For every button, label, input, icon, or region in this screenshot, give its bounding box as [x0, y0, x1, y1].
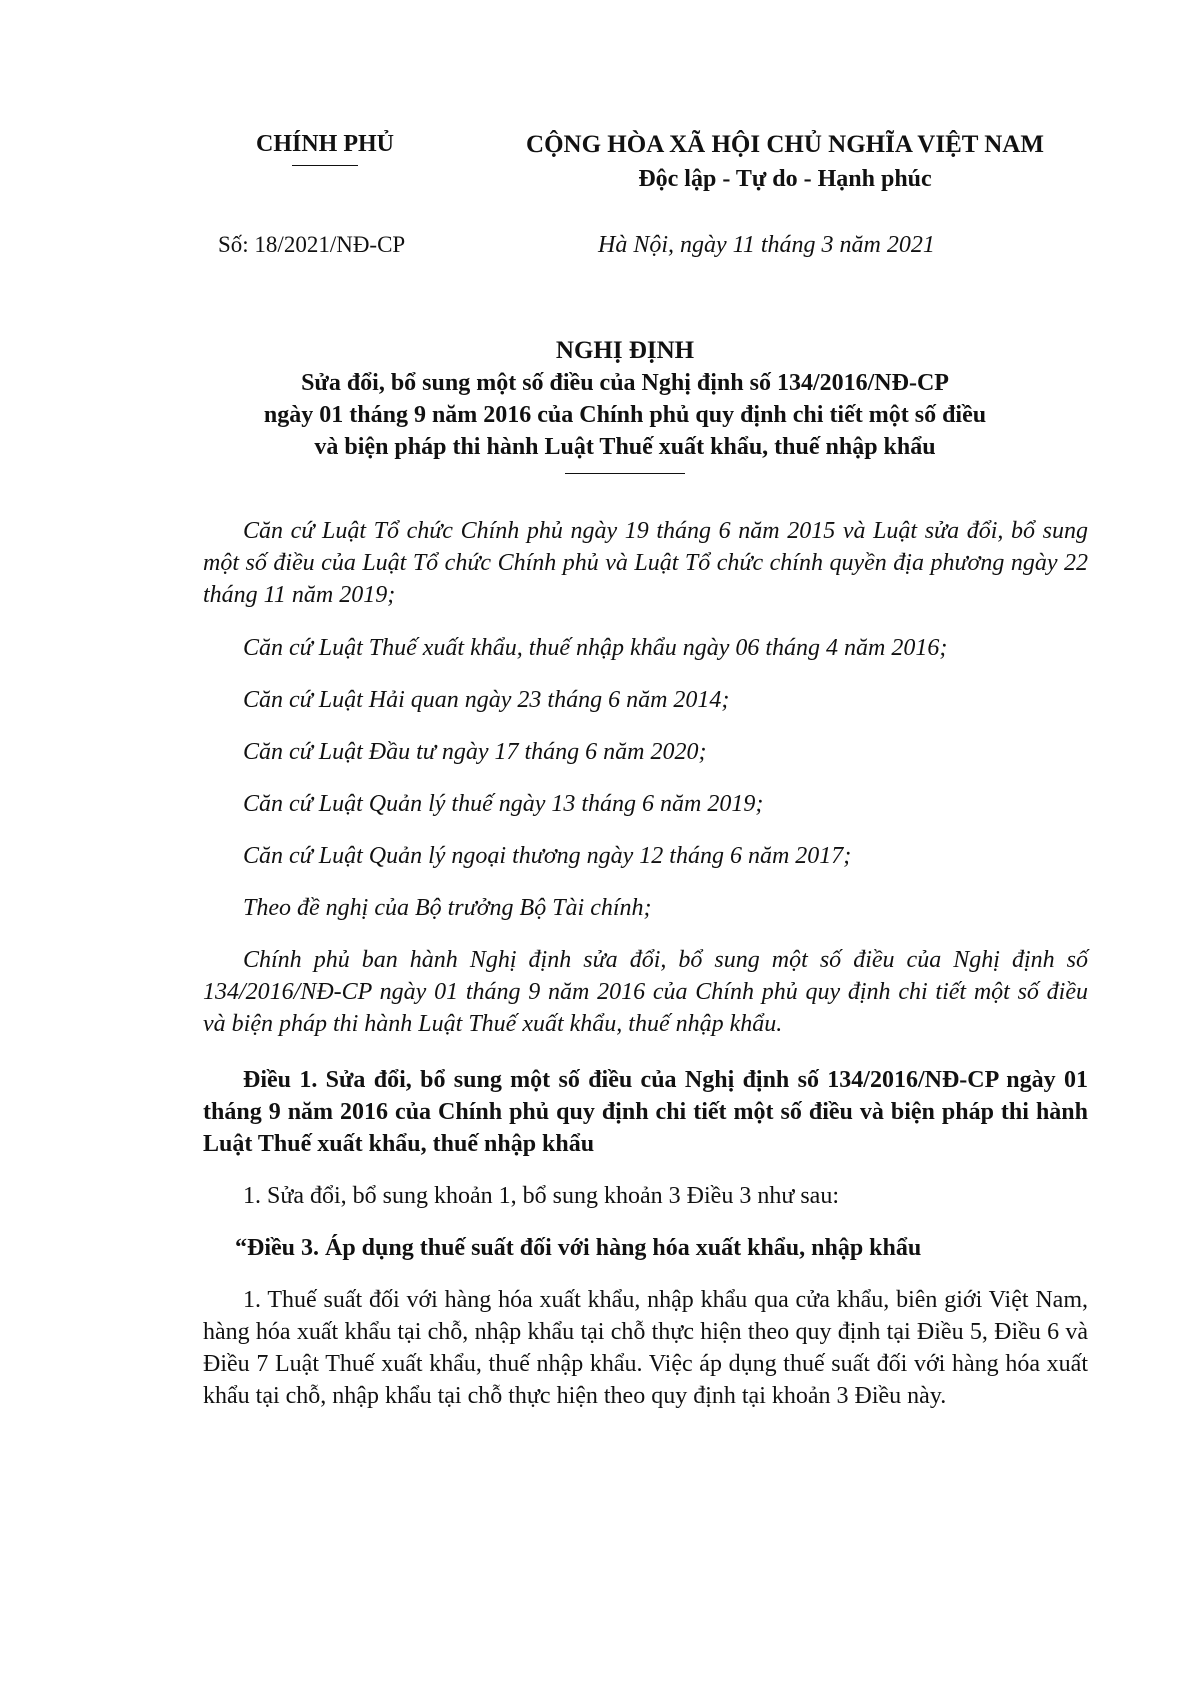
legal-basis-item: Căn cứ Luật Quản lý ngoại thương ngày 12 tháng 6 năm 2017;	[243, 843, 852, 869]
promulgation-statement: Chính phủ ban hành Nghị định sửa đổi, bổ sung một số điều của Nghị định số 134/2016/NĐ-CP ngày 01 tháng 9 năm 2016 của Chính phủ quy định chi tiết một số điều và biện pháp thi hành Luật Thuế xuất khẩu, thuế nhập khẩu.	[203, 947, 1088, 1037]
article-1-heading: Điều 1. Sửa đổi, bổ sung một số điều của Nghị định số 134/2016/NĐ-CP ngày 01 tháng 9 năm 2016 của Chính phủ quy định chi tiết một số điều và biện pháp thi hành Luật Thuế xuất khẩu, thuế nhập khẩu	[203, 1067, 1088, 1157]
document-subject-line-2: ngày 01 tháng 9 năm 2016 của Chính phủ quy định chi tiết một số điều	[263, 402, 987, 428]
place-and-date: Hà Nội, ngày 11 tháng 3 năm 2021	[598, 232, 935, 258]
document-title-block	[170, 335, 1080, 474]
document-subject-line-1: Sửa đổi, bổ sung một số điều của Nghị định số 134/2016/NĐ-CP	[301, 370, 949, 396]
legal-basis-item: Căn cứ Luật Thuế xuất khẩu, thuế nhập khẩu ngày 06 tháng 4 năm 2016;	[243, 635, 948, 661]
legal-basis-item: Căn cứ Luật Tổ chức Chính phủ ngày 19 tháng 6 năm 2015 và Luật sửa đổi, bổ sung một số điều của Luật Tổ chức Chính phủ và Luật Tổ chức chính quyền địa phương ngày 22 tháng 11 năm 2019;	[203, 518, 1088, 608]
agency-underline	[292, 165, 358, 166]
legal-basis-item: Căn cứ Luật Quản lý thuế ngày 13 tháng 6 năm 2019;	[243, 791, 764, 817]
national-motto: Độc lập - Tự do - Hạnh phúc	[638, 166, 932, 192]
legal-basis-item: Căn cứ Luật Đầu tư ngày 17 tháng 6 năm 2020;	[243, 739, 707, 765]
legal-basis-item: Theo đề nghị của Bộ trưởng Bộ Tài chính;	[243, 895, 652, 921]
title-underline	[565, 473, 685, 474]
article-3-paragraph-1: 1. Thuế suất đối với hàng hóa xuất khẩu, nhập khẩu qua cửa khẩu, biên giới Việt Nam, hàng hóa xuất khẩu tại chỗ, nhập khẩu tại chỗ thực hiện theo quy định tại Điều 5, Điều 6 và Điều 7 Luật Thuế xuất khẩu, thuế nhập khẩu. Việc áp dụng thuế suất đối với hàng hóa xuất khẩu tại chỗ, nhập khẩu tại chỗ thực hiện theo quy định tại khoản 3 Điều này.	[203, 1287, 1088, 1409]
issuing-agency-block	[240, 128, 410, 166]
article-1-clause-1: 1. Sửa đổi, bổ sung khoản 1, bổ sung khoản 3 Điều 3 như sau:	[243, 1183, 839, 1209]
document-body	[203, 515, 1088, 1412]
document-type: NGHỊ ĐỊNH	[555, 337, 695, 364]
national-title-block	[500, 128, 1070, 196]
document-subject-line-3: và biện pháp thi hành Luật Thuế xuất khẩu, thuế nhập khẩu	[314, 434, 936, 460]
legal-basis-item: Căn cứ Luật Hải quan ngày 23 tháng 6 năm 2014;	[243, 687, 730, 713]
issuing-agency: CHÍNH PHỦ	[256, 131, 394, 157]
article-3-heading: “Điều 3. Áp dụng thuế suất đối với hàng hóa xuất khẩu, nhập khẩu	[235, 1235, 922, 1261]
document-number: Số: 18/2021/NĐ-CP	[218, 232, 406, 257]
country-name: CỘNG HÒA XÃ HỘI CHỦ NGHĨA VIỆT NAM	[526, 131, 1044, 158]
